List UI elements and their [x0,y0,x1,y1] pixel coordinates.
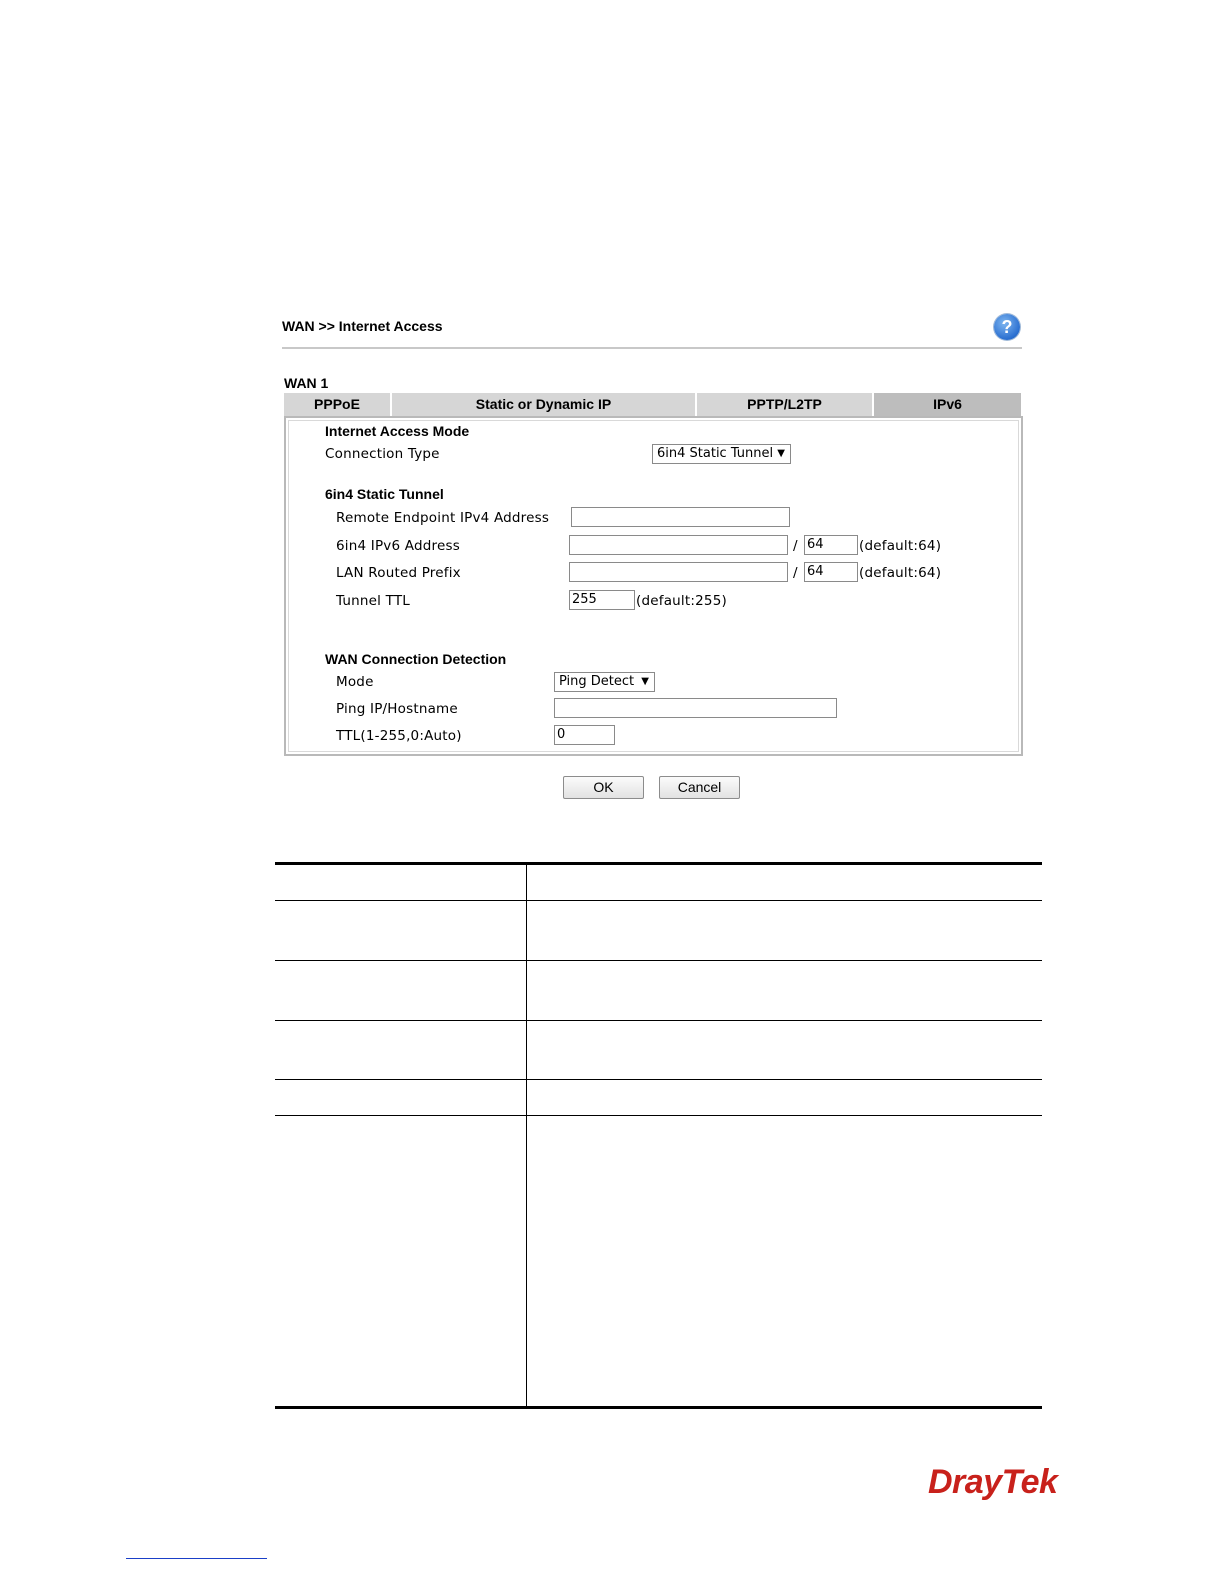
tunnel-ttl-default: (default:255) [636,593,727,609]
header-divider [282,347,1022,349]
table-top-rule [275,862,1042,865]
help-icon[interactable]: ? [994,314,1020,340]
dropdown-arrow-icon: ▼ [641,676,649,687]
ping-host-input[interactable] [554,698,837,718]
footer-link-underline[interactable] [126,1558,267,1559]
ipv6-prefix-default: (default:64) [859,538,942,554]
detection-ttl-label: TTL(1-255,0:Auto) [336,728,462,744]
wan-label: WAN 1 [284,375,329,391]
table-row-divider [275,900,1042,901]
ipv6-prefix-slash: / [793,538,798,554]
table-bottom-rule [275,1406,1042,1409]
table-row-divider [275,1079,1042,1080]
ping-host-label: Ping IP/Hostname [336,701,458,717]
table-row-divider [275,960,1042,961]
lan-prefix-slash: / [793,565,798,581]
table-column-divider [526,864,527,1407]
connection-type-label: Connection Type [325,446,440,462]
table-row-divider [275,1020,1042,1021]
ipv6-address-label: 6in4 IPv6 Address [336,538,460,554]
tab-bar [284,393,1021,416]
connection-type-value: 6in4 Static Tunnel [657,446,774,461]
remote-endpoint-label: Remote Endpoint IPv4 Address [336,510,550,526]
cancel-button[interactable]: Cancel [659,776,740,799]
draytek-logo: DrayTek [928,1463,1058,1501]
detection-mode-label: Mode [336,674,374,690]
detection-mode-select[interactable] [554,672,655,692]
ok-button[interactable]: OK [563,776,644,799]
lan-prefix-length-input[interactable]: 64 [804,562,858,582]
ipv6-address-input[interactable] [569,535,788,555]
lan-prefix-input[interactable] [569,562,788,582]
connection-type-select[interactable] [652,444,791,464]
tunnel-ttl-input[interactable]: 255 [569,590,635,610]
detection-heading: WAN Connection Detection [325,651,507,667]
lan-prefix-default: (default:64) [859,565,942,581]
tab-ipv6[interactable]: IPv6 [874,393,1021,416]
remote-endpoint-input[interactable] [571,507,790,527]
ipv6-prefix-length-input[interactable]: 64 [804,535,858,555]
dropdown-arrow-icon: ▼ [777,448,785,459]
tab-static-dynamic-ip[interactable]: Static or Dynamic IP [392,393,697,416]
detection-mode-value: Ping Detect [559,674,635,689]
tunnel-ttl-label: Tunnel TTL [336,593,410,609]
tab-pppoe[interactable]: PPPoE [284,393,392,416]
lan-prefix-label: LAN Routed Prefix [336,565,461,581]
page-title: WAN >> Internet Access [282,318,443,334]
table-row-divider [275,1115,1042,1116]
detection-ttl-input[interactable]: 0 [554,725,615,745]
tunnel-heading: 6in4 Static Tunnel [325,486,444,502]
access-mode-heading: Internet Access Mode [325,423,470,439]
tab-pptp-l2tp[interactable]: PPTP/L2TP [697,393,874,416]
